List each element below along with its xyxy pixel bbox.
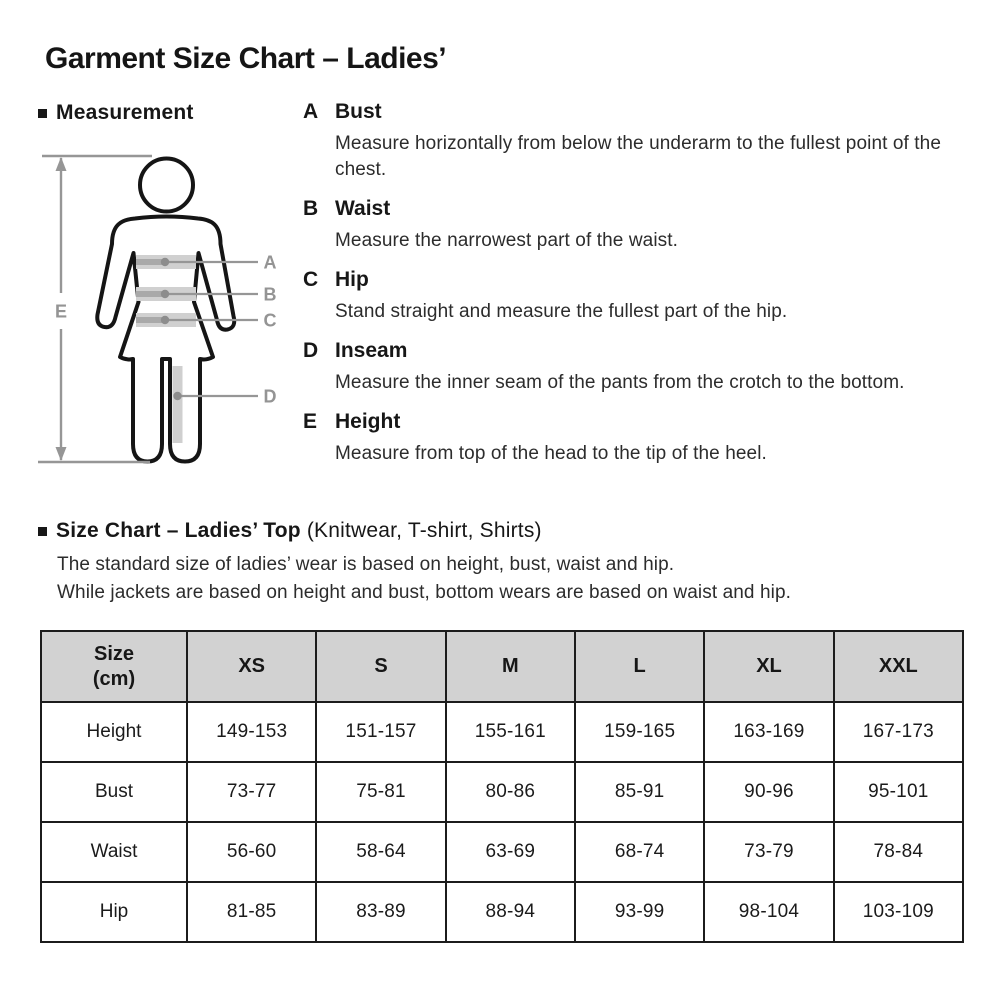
item-term: Waist — [335, 197, 391, 220]
table-row-bust — [41, 762, 963, 822]
column-header-xxl: XXL — [834, 631, 963, 702]
table-row-height — [41, 702, 963, 762]
corner-header-cell — [41, 631, 187, 702]
item-term: Height — [335, 410, 401, 433]
table-cell: 78-84 — [834, 822, 963, 882]
size-chart-heading-normal: (Knitwear, T-shirt, Shirts) — [306, 519, 542, 542]
corner-header-line1: Size — [93, 642, 135, 665]
measurement-heading-label: Measurement — [56, 101, 194, 124]
figure-label-b: B — [263, 284, 277, 305]
item-letter: E — [303, 410, 318, 433]
item-description: Measure the inner seam of the pants from the crotch to the bottom. — [335, 372, 905, 393]
table-cell: 63-69 — [446, 822, 575, 882]
table-cell: 88-94 — [446, 882, 575, 942]
body-figure-svg — [30, 140, 310, 480]
item-description: Measure horizontally from below the underarm to the fullest point of the chest. — [335, 133, 942, 180]
size-chart-description-line1: The standard size of ladies’ wear is based on height, bust, waist and hip. — [57, 554, 675, 575]
size-chart-description-line2: While jackets are based on height and bust, bottom wears are based on waist and hip. — [57, 582, 791, 603]
size-chart-heading-bold: Size Chart – Ladies’ Top — [56, 519, 301, 542]
item-term: Inseam — [335, 339, 408, 362]
item-letter: D — [303, 339, 319, 362]
table-cell: 151-157 — [316, 702, 445, 762]
item-letter: C — [303, 268, 319, 291]
page-title: Garment Size Chart – Ladies’ — [45, 42, 447, 75]
size-chart-section-heading — [38, 519, 542, 543]
column-header-s: S — [316, 631, 445, 702]
column-header-xl: XL — [704, 631, 833, 702]
table-cell: 93-99 — [575, 882, 704, 942]
size-table — [40, 630, 964, 943]
table-cell: 73-77 — [187, 762, 316, 822]
item-term: Bust — [335, 100, 382, 123]
measurement-item-height — [303, 410, 975, 467]
table-cell: 73-79 — [704, 822, 833, 882]
measurement-item-hip — [303, 268, 975, 325]
table-cell: 163-169 — [704, 702, 833, 762]
measurement-item-waist — [303, 197, 975, 254]
table-cell: 155-161 — [446, 702, 575, 762]
measurement-section-heading — [38, 101, 194, 125]
row-label: Height — [41, 702, 187, 762]
table-cell: 68-74 — [575, 822, 704, 882]
item-description: Stand straight and measure the fullest part of the hip. — [335, 301, 788, 322]
item-letter: A — [303, 100, 319, 123]
table-cell: 81-85 — [187, 882, 316, 942]
table-cell: 98-104 — [704, 882, 833, 942]
table-cell: 90-96 — [704, 762, 833, 822]
table-cell: 58-64 — [316, 822, 445, 882]
table-cell: 159-165 — [575, 702, 704, 762]
item-description: Measure from top of the head to the tip of the heel. — [335, 443, 767, 464]
measurement-item-inseam — [303, 339, 975, 396]
figure-label-c: C — [263, 310, 277, 331]
inseam-band — [173, 366, 183, 443]
table-cell: 80-86 — [446, 762, 575, 822]
row-label: Hip — [41, 882, 187, 942]
head-outline — [140, 159, 193, 212]
item-description: Measure the narrowest part of the waist. — [335, 230, 678, 251]
table-cell: 85-91 — [575, 762, 704, 822]
table-cell: 75-81 — [316, 762, 445, 822]
square-bullet-icon — [38, 109, 47, 118]
column-header-xs: XS — [187, 631, 316, 702]
item-term: Hip — [335, 268, 369, 291]
table-row-waist — [41, 822, 963, 882]
table-cell: 56-60 — [187, 822, 316, 882]
item-letter: B — [303, 197, 319, 220]
corner-header-line2: (cm) — [92, 667, 136, 690]
figure-label-e: E — [54, 301, 68, 322]
table-cell: 103-109 — [834, 882, 963, 942]
square-bullet-icon — [38, 527, 47, 536]
measurement-figure — [30, 140, 310, 480]
table-cell: 167-173 — [834, 702, 963, 762]
table-cell: 83-89 — [316, 882, 445, 942]
body-outline — [97, 217, 234, 462]
size-chart-description — [57, 551, 791, 607]
row-label: Waist — [41, 822, 187, 882]
table-cell: 95-101 — [834, 762, 963, 822]
column-header-m: M — [446, 631, 575, 702]
table-cell: 149-153 — [187, 702, 316, 762]
figure-label-a: A — [263, 252, 277, 273]
measurement-item-bust — [303, 100, 975, 183]
table-row-hip — [41, 882, 963, 942]
figure-label-d: D — [263, 386, 277, 407]
column-header-l: L — [575, 631, 704, 702]
row-label: Bust — [41, 762, 187, 822]
size-table-header-row — [41, 631, 963, 702]
measurement-definitions — [303, 100, 975, 481]
